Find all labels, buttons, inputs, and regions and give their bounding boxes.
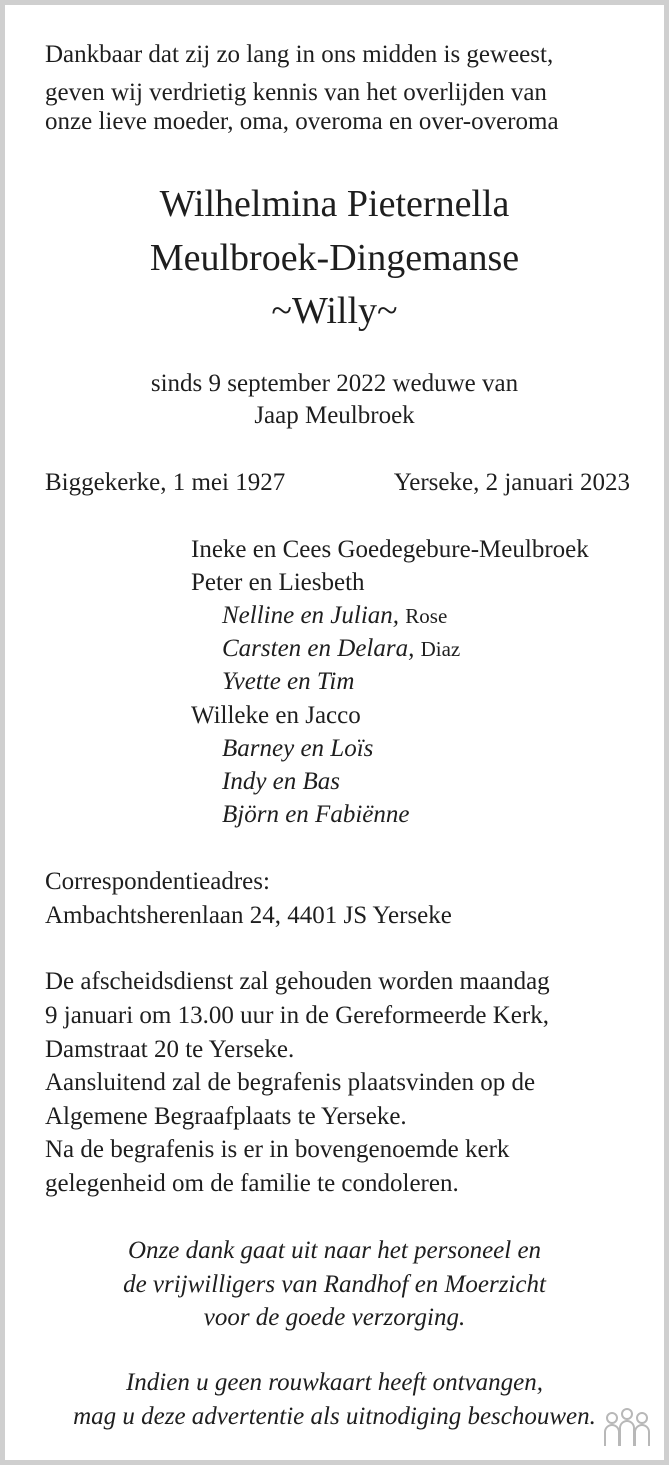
- people-logo-icon: [602, 1408, 652, 1448]
- service-line: 9 januari om 13.00 uur in de Gereformeerde Kerk,: [45, 1002, 549, 1029]
- thanks-line: de vrijwilligers van Randhof en Moerzicht: [123, 1271, 546, 1298]
- intro-line: geven wij verdrietig kennis van het overlijden van: [45, 79, 547, 106]
- family-line: Nelline en Julian, Rose: [222, 602, 448, 629]
- family-line: Björn en Fabiënne: [222, 801, 410, 828]
- service-line: Aansluitend zal de begrafenis plaatsvinden op de: [45, 1069, 536, 1096]
- deceased-name-line2: Meulbroek-Dingemanse: [149, 237, 520, 279]
- family-line: Ineke en Cees Goedegebure-Meulbroek: [191, 536, 589, 563]
- widow-name: Jaap Meulbroek: [254, 402, 415, 429]
- family-line: Barney en Loïs: [222, 735, 374, 762]
- birth-place-date: Biggekerke, 1 mei 1927: [45, 469, 286, 496]
- family-extra: Diaz: [420, 637, 461, 661]
- service-line: Na de begrafenis is er in bovengenoemde kerk: [45, 1136, 510, 1163]
- service-line: gelegenheid om de familie te condoleren.: [45, 1170, 459, 1197]
- service-line: De afscheidsdienst zal gehouden worden maandag: [45, 968, 550, 995]
- family-line: Willeke en Jacco: [191, 702, 361, 729]
- family-line: Yvette en Tim: [222, 668, 355, 695]
- deceased-name-line1: Wilhelmina Pieternella: [159, 183, 510, 225]
- family-line: Peter en Liesbeth: [191, 569, 365, 596]
- family-line: Indy en Bas: [222, 768, 341, 795]
- correspondence-label: Correspondentieadres:: [45, 868, 270, 895]
- invitation-line: mag u deze advertentie als uitnodiging beschouwen.: [73, 1403, 596, 1430]
- invitation-line: Indien u geen rouwkaart heeft ontvangen,: [125, 1369, 544, 1396]
- correspondence-address: Ambachtsherenlaan 24, 4401 JS Yerseke: [45, 902, 452, 929]
- widow-line: sinds 9 september 2022 weduwe van: [150, 370, 519, 397]
- service-line: Algemene Begraafplaats te Yerseke.: [45, 1103, 407, 1130]
- deceased-nickname: ~Willy~: [271, 290, 398, 332]
- thanks-line: Onze dank gaat uit naar het personeel en: [127, 1237, 542, 1264]
- intro-line: Dankbaar dat zij zo lang in ons midden is geweest,: [45, 41, 554, 68]
- death-place-date: Yerseke, 2 januari 2023: [393, 469, 630, 496]
- family-line: Carsten en Delara, Diaz: [222, 635, 461, 662]
- service-line: Damstraat 20 te Yerseke.: [45, 1036, 295, 1063]
- intro-line: onze lieve moeder, oma, overoma en over-overoma: [45, 108, 559, 135]
- thanks-line: voor de goede verzorging.: [203, 1304, 466, 1331]
- family-extra: Rose: [405, 604, 448, 628]
